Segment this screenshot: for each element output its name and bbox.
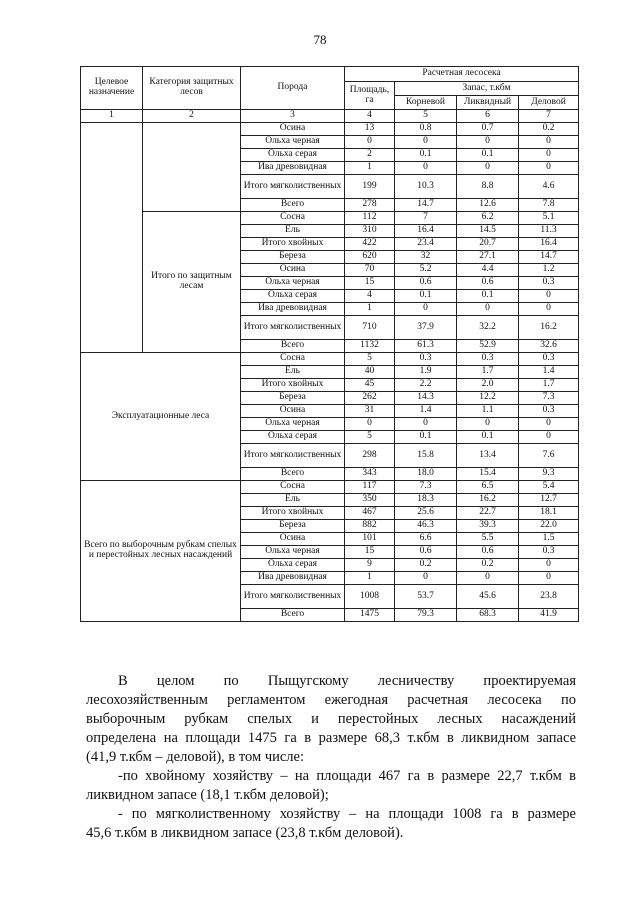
root-stock-cell: 0.2 [395, 559, 457, 572]
header-cutting-area: Расчетная лесосека [345, 67, 579, 82]
root-stock-cell: 14.7 [395, 199, 457, 212]
root-stock-cell: 1.4 [395, 405, 457, 418]
summary-paragraph [86, 672, 576, 748]
business-stock-cell: 7.8 [519, 199, 579, 212]
area-cell: 1008 [345, 585, 395, 609]
liquid-stock-cell: 12.6 [457, 199, 519, 212]
root-stock-cell: 10.3 [395, 175, 457, 199]
area-cell: 9 [345, 559, 395, 572]
root-stock-cell: 0.6 [395, 546, 457, 559]
root-stock-cell: 0 [395, 162, 457, 175]
species-cell: Ива древовидная [241, 303, 345, 316]
business-stock-cell: 0.3 [519, 546, 579, 559]
species-cell: Ольха серая [241, 149, 345, 162]
species-cell: Осина [241, 533, 345, 546]
liquid-stock-cell: 14.5 [457, 225, 519, 238]
area-cell: 620 [345, 251, 395, 264]
area-cell: 350 [345, 494, 395, 507]
header-species: Порода [241, 67, 345, 110]
liquid-stock-cell: 45.6 [457, 585, 519, 609]
area-cell: 31 [345, 405, 395, 418]
header-area: Площадь, га [345, 82, 395, 110]
business-stock-cell: 0 [519, 162, 579, 175]
area-cell: 5 [345, 353, 395, 366]
root-stock-cell: 37.9 [395, 316, 457, 340]
business-stock-cell: 0.3 [519, 405, 579, 418]
liquid-stock-cell: 68.3 [457, 609, 519, 622]
business-stock-cell: 5.1 [519, 212, 579, 225]
root-stock-cell: 15.8 [395, 444, 457, 468]
text-line: - по мягколиственному хозяйству – на площади 1008 га в размере [118, 806, 576, 822]
text-line: лесохозяйственным регламентом ежегодная расчетная лесосека по [86, 692, 576, 708]
area-cell: 5 [345, 431, 395, 444]
liquid-stock-cell: 6.5 [457, 481, 519, 494]
species-cell: Ольха черная [241, 418, 345, 431]
category-cell-group1 [143, 123, 241, 212]
species-cell: Ель [241, 225, 345, 238]
root-stock-cell: 0 [395, 418, 457, 431]
species-cell: Ель [241, 366, 345, 379]
root-stock-cell: 0 [395, 303, 457, 316]
business-stock-cell: 0 [519, 303, 579, 316]
liquid-stock-cell: 13.4 [457, 444, 519, 468]
area-cell: 298 [345, 444, 395, 468]
root-stock-cell: 6.6 [395, 533, 457, 546]
root-stock-cell: 53.7 [395, 585, 457, 609]
business-stock-cell: 7.3 [519, 392, 579, 405]
business-stock-cell: 18.1 [519, 507, 579, 520]
root-stock-cell: 18.3 [395, 494, 457, 507]
liquid-stock-cell: 8.8 [457, 175, 519, 199]
species-cell: Ольха черная [241, 136, 345, 149]
softwood-paragraph [86, 805, 576, 824]
species-cell: Итого хвойных [241, 238, 345, 251]
business-stock-cell: 0 [519, 559, 579, 572]
business-stock-cell: 1.4 [519, 366, 579, 379]
area-cell: 0 [345, 136, 395, 149]
species-cell: Осина [241, 405, 345, 418]
area-cell: 1475 [345, 609, 395, 622]
business-stock-cell: 9.3 [519, 468, 579, 481]
species-cell: Всего [241, 468, 345, 481]
liquid-stock-cell: 0.3 [457, 353, 519, 366]
root-stock-cell: 61.3 [395, 340, 457, 353]
species-cell: Ольха черная [241, 277, 345, 290]
header-root: Корневой [395, 96, 457, 110]
liquid-stock-cell: 22.7 [457, 507, 519, 520]
species-cell: Осина [241, 264, 345, 277]
species-cell: Ива древовидная [241, 162, 345, 175]
col-number: 1 [81, 110, 143, 123]
area-cell: 262 [345, 392, 395, 405]
species-cell: Ольха серая [241, 559, 345, 572]
text-line: выборочным рубкам спелых и перестойных лесных насаждений [86, 711, 576, 727]
species-cell: Всего [241, 199, 345, 212]
area-cell: 45 [345, 379, 395, 392]
area-cell: 467 [345, 507, 395, 520]
liquid-stock-cell: 27.1 [457, 251, 519, 264]
species-cell: Ольха серая [241, 290, 345, 303]
liquid-stock-cell: 0.1 [457, 431, 519, 444]
root-stock-cell: 14.3 [395, 392, 457, 405]
area-cell: 1132 [345, 340, 395, 353]
area-cell: 1 [345, 162, 395, 175]
business-stock-cell: 11.3 [519, 225, 579, 238]
species-cell: Сосна [241, 212, 345, 225]
business-stock-cell: 14.7 [519, 251, 579, 264]
coniferous-paragraph [86, 767, 576, 786]
area-cell: 0 [345, 418, 395, 431]
business-stock-cell: 23.8 [519, 585, 579, 609]
business-stock-cell: 7.6 [519, 444, 579, 468]
area-cell: 112 [345, 212, 395, 225]
business-stock-cell: 0 [519, 149, 579, 162]
business-stock-cell: 41.9 [519, 609, 579, 622]
species-cell: Ольха серая [241, 431, 345, 444]
root-stock-cell: 79.3 [395, 609, 457, 622]
liquid-stock-cell: 0.7 [457, 123, 519, 136]
root-stock-cell: 2.2 [395, 379, 457, 392]
species-cell: Береза [241, 520, 345, 533]
liquid-stock-cell: 0.6 [457, 277, 519, 290]
business-stock-cell: 0 [519, 572, 579, 585]
root-stock-cell: 18.0 [395, 468, 457, 481]
col-number: 3 [241, 110, 345, 123]
header-category: Категория защитных лесов [143, 67, 241, 110]
business-stock-cell: 1.7 [519, 379, 579, 392]
area-cell: 2 [345, 149, 395, 162]
liquid-stock-cell: 0 [457, 418, 519, 431]
liquid-stock-cell: 0 [457, 572, 519, 585]
area-cell: 70 [345, 264, 395, 277]
species-cell: Итого мягколиственных [241, 175, 345, 199]
area-cell: 15 [345, 546, 395, 559]
business-stock-cell: 32.6 [519, 340, 579, 353]
liquid-stock-cell: 6.2 [457, 212, 519, 225]
text-line: ликвидном запасе (18,1 т.кбм деловой); [86, 787, 329, 803]
category-cell-total-protective: Итого по защитным лесам [143, 212, 241, 353]
liquid-stock-cell: 0.1 [457, 149, 519, 162]
species-cell: Итого мягколиственных [241, 585, 345, 609]
business-stock-cell: 0 [519, 418, 579, 431]
business-stock-cell: 5.4 [519, 481, 579, 494]
cutting-area-table [80, 66, 579, 622]
root-stock-cell: 7.3 [395, 481, 457, 494]
root-stock-cell: 0.1 [395, 149, 457, 162]
liquid-stock-cell: 2.0 [457, 379, 519, 392]
group-label-exploitation: Эксплуатационные леса [81, 353, 241, 481]
root-stock-cell: 0.3 [395, 353, 457, 366]
area-cell: 117 [345, 481, 395, 494]
liquid-stock-cell: 16.2 [457, 494, 519, 507]
root-stock-cell: 46.3 [395, 520, 457, 533]
species-cell: Итого хвойных [241, 379, 345, 392]
root-stock-cell: 5.2 [395, 264, 457, 277]
area-cell: 199 [345, 175, 395, 199]
col-number: 6 [457, 110, 519, 123]
root-stock-cell: 0 [395, 572, 457, 585]
text-line: (41,9 т.кбм – деловой), в том числе: [86, 749, 305, 765]
liquid-stock-cell: 12.2 [457, 392, 519, 405]
area-cell: 310 [345, 225, 395, 238]
page-number: 78 [313, 32, 327, 47]
area-cell: 710 [345, 316, 395, 340]
text-line: 45,6 т.кбм в ликвидном запасе (23,8 т.кбм деловой). [86, 825, 404, 841]
root-stock-cell: 0.1 [395, 431, 457, 444]
liquid-stock-cell: 0.1 [457, 290, 519, 303]
root-stock-cell: 32 [395, 251, 457, 264]
species-cell: Осина [241, 123, 345, 136]
species-cell: Всего [241, 609, 345, 622]
root-stock-cell: 25.6 [395, 507, 457, 520]
col-number: 4 [345, 110, 395, 123]
business-stock-cell: 0 [519, 431, 579, 444]
col-number: 7 [519, 110, 579, 123]
business-stock-cell: 0.3 [519, 353, 579, 366]
liquid-stock-cell: 32.2 [457, 316, 519, 340]
liquid-stock-cell: 0 [457, 303, 519, 316]
root-stock-cell: 0.6 [395, 277, 457, 290]
species-cell: Итого мягколиственных [241, 444, 345, 468]
species-cell: Береза [241, 392, 345, 405]
species-cell: Ель [241, 494, 345, 507]
liquid-stock-cell: 5.5 [457, 533, 519, 546]
area-cell: 278 [345, 199, 395, 212]
root-stock-cell: 0.8 [395, 123, 457, 136]
col-number: 5 [395, 110, 457, 123]
liquid-stock-cell: 4.4 [457, 264, 519, 277]
liquid-stock-cell: 0 [457, 162, 519, 175]
area-cell: 343 [345, 468, 395, 481]
root-stock-cell: 23.4 [395, 238, 457, 251]
liquid-stock-cell: 0 [457, 136, 519, 149]
text-line: В целом по Пыщугскому лесничеству проектируемая [118, 673, 576, 689]
area-cell: 1 [345, 572, 395, 585]
business-stock-cell: 1.2 [519, 264, 579, 277]
business-stock-cell: 0 [519, 290, 579, 303]
liquid-stock-cell: 0.2 [457, 559, 519, 572]
liquid-stock-cell: 1.7 [457, 366, 519, 379]
area-cell: 422 [345, 238, 395, 251]
purpose-cell-protective [81, 123, 143, 353]
species-cell: Береза [241, 251, 345, 264]
species-cell: Итого хвойных [241, 507, 345, 520]
species-cell: Всего [241, 340, 345, 353]
col-number: 2 [143, 110, 241, 123]
root-stock-cell: 1.9 [395, 366, 457, 379]
root-stock-cell: 7 [395, 212, 457, 225]
root-stock-cell: 0.1 [395, 290, 457, 303]
area-cell: 40 [345, 366, 395, 379]
business-stock-cell: 4.6 [519, 175, 579, 199]
liquid-stock-cell: 15.4 [457, 468, 519, 481]
business-stock-cell: 0.2 [519, 123, 579, 136]
business-stock-cell: 12.7 [519, 494, 579, 507]
header-stock: Запас, т.кбм [395, 82, 579, 96]
root-stock-cell: 16.4 [395, 225, 457, 238]
group-label-total-selective: Всего по выборочным рубкам спелых и перестойных лесных насаждений [81, 481, 241, 622]
text-line: определена на площади 1475 га в размере 68,3 т.кбм в ликвидном запасе [86, 730, 576, 746]
species-cell: Сосна [241, 353, 345, 366]
business-stock-cell: 0 [519, 136, 579, 149]
area-cell: 882 [345, 520, 395, 533]
area-cell: 15 [345, 277, 395, 290]
business-stock-cell: 0.3 [519, 277, 579, 290]
header-business: Деловой [519, 96, 579, 110]
species-cell: Сосна [241, 481, 345, 494]
liquid-stock-cell: 52.9 [457, 340, 519, 353]
species-cell: Ива древовидная [241, 572, 345, 585]
root-stock-cell: 0 [395, 136, 457, 149]
species-cell: Ольха черная [241, 546, 345, 559]
liquid-stock-cell: 1.1 [457, 405, 519, 418]
table-body [81, 123, 579, 622]
liquid-stock-cell: 20.7 [457, 238, 519, 251]
area-cell: 4 [345, 290, 395, 303]
area-cell: 1 [345, 303, 395, 316]
species-cell: Итого мягколиственных [241, 316, 345, 340]
header-liquid: Ликвидный [457, 96, 519, 110]
liquid-stock-cell: 0.6 [457, 546, 519, 559]
area-cell: 101 [345, 533, 395, 546]
area-cell: 13 [345, 123, 395, 136]
header-purpose: Целевое назначение [81, 67, 143, 110]
business-stock-cell: 16.2 [519, 316, 579, 340]
business-stock-cell: 16.4 [519, 238, 579, 251]
text-line: -по хвойному хозяйству – на площади 467 га в размере 22,7 т.кбм в [118, 768, 576, 784]
business-stock-cell: 1.5 [519, 533, 579, 546]
liquid-stock-cell: 39.3 [457, 520, 519, 533]
business-stock-cell: 22.0 [519, 520, 579, 533]
